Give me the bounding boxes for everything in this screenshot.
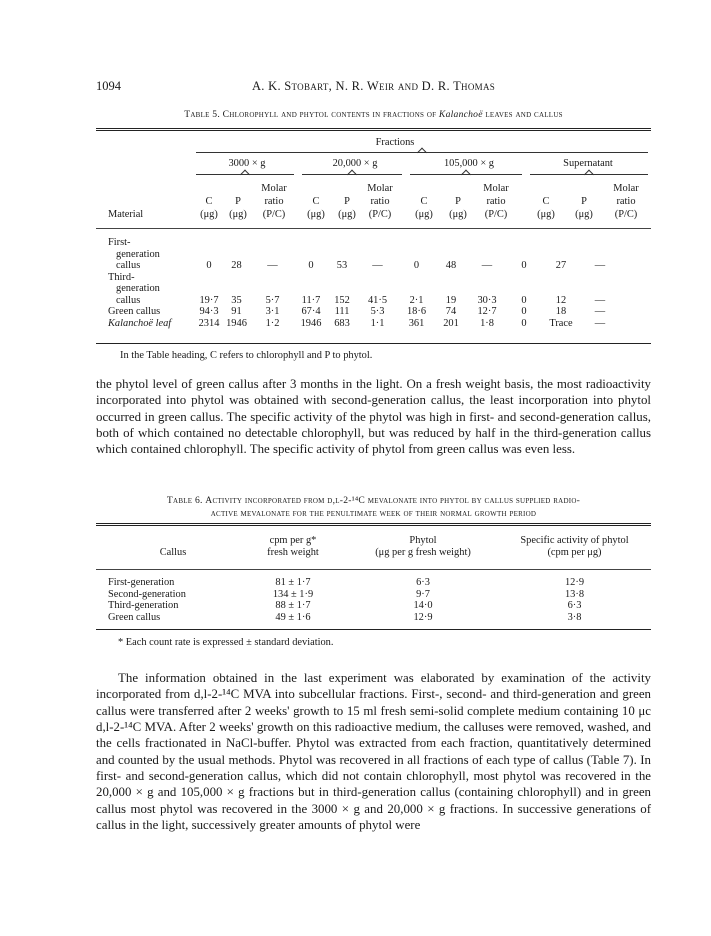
table5-p-1: P	[235, 196, 241, 207]
table5-value-cell	[222, 249, 251, 261]
table5-c-3: C	[420, 196, 428, 207]
table5-value-cell: 41·5	[367, 294, 388, 306]
table6-head-phytol-2: (μg per g fresh weight)	[375, 547, 471, 559]
table5-value-cell	[542, 249, 580, 261]
table5-value-cell	[356, 272, 399, 284]
table5-value-cell: 19	[445, 294, 457, 306]
table5-brace-3000g	[196, 174, 294, 175]
table5-value-cell: 1946	[226, 317, 247, 329]
table5-value-cell	[294, 272, 328, 284]
table5-material-cell: generation	[116, 248, 160, 260]
table5-value-cell	[399, 283, 434, 295]
table5-value-cell: 94·3	[199, 306, 219, 317]
table5-header	[0, 0, 711, 240]
table5-value-cell	[434, 272, 468, 284]
table5-c-2: C	[312, 196, 320, 207]
table5-molar-1: Molar	[261, 183, 287, 194]
table5-value-cell	[222, 272, 251, 284]
table5-p-4: P	[581, 196, 587, 207]
table5-value-cell	[356, 237, 399, 249]
table5-value-cell	[580, 237, 620, 249]
table6-cell: 13·8	[564, 588, 585, 600]
table5-value-cell: 201	[443, 317, 459, 329]
table5-value-cell: 0	[521, 317, 527, 329]
table5-row	[108, 306, 620, 318]
table5-p-3: P	[455, 196, 461, 207]
table6-cell: 6·3	[567, 600, 582, 611]
table5-ug-5: (μg)	[415, 209, 433, 220]
table5-value-cell: 1·8	[480, 317, 494, 329]
table5-value-cell	[356, 249, 399, 261]
table5-value-cell	[468, 272, 506, 284]
table5-value-cell: 3·1	[265, 306, 280, 317]
table5-ratio-2: ratio	[370, 196, 390, 207]
table6-head-specact-1: Specific activity of phytol	[520, 535, 629, 547]
table5-value-cell: 27	[555, 260, 567, 271]
table5-value-cell: 30·3	[477, 294, 497, 306]
table5-material-cell: First-	[108, 237, 131, 248]
table5-molar-2: Molar	[367, 183, 393, 194]
table5-pc-1: (P/C)	[262, 209, 286, 220]
table5-body	[108, 237, 620, 329]
table5-value-cell: 11·7	[301, 294, 321, 306]
table5-value-cell: 91	[231, 306, 242, 317]
table5-ug-8: (μg)	[575, 209, 593, 220]
page-number: 1094	[96, 79, 121, 93]
table5-caption-text: Chlorophyll and phytol contents in fractions of	[222, 109, 439, 120]
table6-row	[108, 612, 651, 624]
table5-value-cell	[251, 272, 294, 284]
table5-material-cell: Green callus	[108, 306, 161, 317]
table5-value-cell: 19·7	[199, 294, 219, 306]
table5-value-cell	[542, 237, 580, 249]
table5-brace-supernatant	[530, 174, 648, 175]
table6-header-rule	[96, 569, 651, 570]
table5-value-cell: 48	[445, 260, 457, 271]
table5-material-label: Material	[108, 209, 144, 220]
table5-value-cell	[294, 249, 328, 261]
table5-value-cell	[222, 237, 251, 249]
paragraph-2-text: The information obtained in the last experiment was elaborated by examination of the activity incorporated from d,l-2-¹⁴C MVA into subcellular fractions. First-, second- and third-generation and green callus were transferred after 2 weeks' growth to 15 ml fresh semi-solid complete medium containing 10 μc d,l-2-¹⁴C MVA. After 2 weeks' growth on this radioactive medium, the calluses were removed, washed, and the cells fractionated in NaCl-buffer. Phytol was extracted from each fraction, quantitatively determined and counted by the usual methods. Phytol was recovered in all fractions of each type of callus (Table 7). In first- and second-generation callus, which did not contain chlorophyll, most phytol was recovered in the 20,000 × g and 105,000 × g fractions but in third-generation callus (containing chlorophyll) and in green callus most phytol was recovered in the 3000 × g and 20,000 × g fractions. In successive generations of callus in the light, successively greater amounts of phytol were	[96, 671, 651, 833]
table5-value-cell	[399, 249, 434, 261]
table6-cell: Second-generation	[108, 588, 186, 600]
table5-ug-4: (μg)	[338, 209, 356, 220]
table5-group-105000g: 105,000 × g	[443, 158, 495, 169]
table5-value-cell: —	[594, 294, 606, 306]
table6-row	[108, 589, 651, 601]
table5-caption-italic: Kalanchoë	[438, 109, 483, 120]
body-paragraph-1	[96, 376, 651, 458]
table5-value-cell	[251, 237, 294, 249]
table6-caption-line1: Activity incorporated from d,l-2-¹⁴C mevalonate into phytol by callus supplied radio-	[205, 495, 581, 506]
table6	[108, 535, 651, 559]
table6-caption	[96, 494, 651, 520]
table5-pc-3: (P/C)	[484, 209, 508, 220]
table5-value-cell: 1946	[300, 317, 322, 329]
table6-cell: Third-generation	[108, 600, 179, 611]
table5-label: Table 5.	[184, 109, 220, 120]
table5-value-cell	[328, 272, 356, 284]
table6-caption-line2: active mevalonate for the penultimate week of their normal growth period	[210, 508, 537, 519]
table6-head-cpm-2: fresh weight	[267, 547, 319, 559]
table5-c-1: C	[205, 196, 213, 207]
table5-material-cell: Third-	[108, 271, 135, 283]
table5-value-cell: 5·3	[370, 306, 385, 317]
table5-ug-6: (μg)	[449, 209, 467, 220]
table6-head-callus-2: Callus	[159, 547, 187, 559]
table5-value-cell: 67·4	[301, 306, 321, 317]
table5-value-cell: 53	[336, 260, 348, 271]
table6-cell: 3·8	[567, 611, 582, 623]
table5-fractions-brace	[196, 152, 648, 153]
table5-value-cell	[399, 237, 434, 249]
table6-cell: 81 ± 1·7	[275, 577, 311, 588]
table5-group-supernatant: Supernatant	[563, 158, 613, 169]
table5-value-cell: —	[594, 317, 606, 329]
table6-cell: 14·0	[413, 600, 433, 611]
table5-value-cell: 361	[408, 317, 425, 329]
table5-value-cell	[434, 237, 468, 249]
table6-row	[108, 600, 651, 612]
table5-group-20000g: 20,000 × g	[332, 158, 378, 169]
table6-label: Table 6.	[166, 495, 203, 506]
table5-value-cell: 0	[206, 260, 212, 271]
table6-head-cpm-1: cpm per g*	[269, 535, 317, 547]
table5-material-cell: Kalanchoë leaf	[108, 317, 172, 329]
table5-value-cell: 5·7	[265, 294, 280, 306]
table5-bottom-rule	[96, 343, 651, 344]
table5-value-cell: —	[267, 260, 278, 271]
table5-fractions-label: Fractions	[375, 137, 415, 148]
table5-material-cell: callus	[116, 294, 141, 306]
table6-top-rule	[96, 523, 651, 526]
running-head-authors: A. K. Stobart, N. R. Weir and D. R. Thomas	[251, 79, 496, 93]
table5-row	[108, 318, 620, 330]
table5-value-cell: 12·7	[477, 306, 497, 317]
table5-value-cell: 1·1	[370, 317, 385, 329]
table5-value-cell	[506, 237, 542, 249]
table5-value-cell	[328, 249, 356, 261]
table5-brace-105000g	[410, 174, 522, 175]
table5-value-cell: 2314	[198, 317, 220, 329]
table5-value-cell: —	[594, 260, 606, 271]
table5-value-cell	[468, 249, 506, 261]
table5-value-cell	[434, 283, 468, 295]
table5-pc-2: (P/C)	[368, 209, 392, 220]
table6-cell: 12·9	[413, 611, 433, 623]
table6-cell: 134 ± 1·9	[272, 588, 314, 600]
table5-value-cell	[196, 272, 222, 284]
table5-value-cell	[251, 249, 294, 261]
table6-cell: Green callus	[108, 611, 161, 623]
table5-value-cell: 2·1	[409, 294, 424, 306]
table5-value-cell	[542, 283, 580, 295]
table5-material-cell: callus	[116, 260, 141, 271]
table5-value-cell	[399, 272, 434, 284]
table5-value-cell: Trace	[549, 317, 573, 329]
table5-value-cell: 0	[413, 260, 420, 271]
table5-p-2: P	[344, 196, 350, 207]
table5-value-cell: 18·6	[406, 306, 427, 317]
table5-value-cell	[542, 272, 580, 284]
table5-pc-4: (P/C)	[614, 209, 638, 220]
table5-value-cell	[468, 237, 506, 249]
table5-value-cell	[580, 283, 620, 295]
table6-head-specact-2: (cpm per μg)	[547, 547, 602, 559]
table5-ug-7: (μg)	[537, 209, 555, 220]
table5-value-cell	[506, 272, 542, 284]
table6-cell: First-generation	[108, 577, 175, 588]
table5-value-cell: —	[594, 306, 606, 317]
table5-ratio-1: ratio	[264, 196, 284, 207]
table5-row	[108, 237, 620, 249]
table5-value-cell	[222, 283, 251, 295]
table6-head-phytol-1: Phytol	[409, 535, 437, 547]
table5-value-cell	[580, 272, 620, 284]
table5-value-cell	[196, 237, 222, 249]
table5-ug-2: (μg)	[229, 209, 247, 220]
table6-cell: 49 ± 1·6	[275, 611, 311, 623]
table5-ratio-4: ratio	[616, 196, 636, 207]
table5-value-cell	[294, 283, 328, 295]
table5-value-cell	[580, 249, 620, 261]
table5-value-cell	[468, 283, 506, 295]
table5-value-cell: 74	[445, 306, 457, 317]
table6-footnote: * Each count rate is expressed ± standard deviation.	[118, 637, 334, 648]
table5-molar-3: Molar	[483, 183, 509, 194]
table5-row	[108, 283, 620, 295]
table5-value-cell: 12	[555, 294, 567, 306]
table5-value-cell: 0	[521, 294, 527, 306]
table5-value-cell: 1·2	[265, 317, 280, 329]
table5-header-rule	[96, 228, 651, 229]
table5-c-4: C	[542, 196, 550, 207]
table5-brace-20000g	[302, 174, 402, 175]
table5-ug-3: (μg)	[307, 209, 325, 220]
table5-value-cell: 111	[334, 306, 350, 317]
table5-value-cell	[196, 283, 222, 295]
table5-value-cell	[328, 237, 356, 249]
table5-value-cell	[294, 237, 328, 249]
table5-ratio-3: ratio	[486, 196, 506, 207]
table5-row	[108, 249, 620, 261]
table6-cell: 88 ± 1·7	[275, 600, 311, 611]
table5-value-cell	[251, 283, 294, 295]
table5-row	[108, 272, 620, 284]
table5-ug-1: (μg)	[200, 209, 218, 220]
table6-cell: 12·9	[564, 577, 585, 588]
table5-value-cell: 683	[334, 317, 350, 329]
table5-footnote: In the Table heading, C refers to chlorophyll and P to phytol.	[120, 350, 373, 361]
table5-molar-4: Molar	[613, 183, 639, 194]
table5-value-cell	[328, 283, 356, 295]
table5-row	[108, 260, 620, 272]
table5-value-cell: —	[372, 260, 383, 271]
table6-row	[108, 577, 651, 589]
table5-value-cell: 35	[231, 294, 242, 306]
table6-cell: 9·7	[416, 588, 430, 600]
table5-value-cell	[506, 249, 542, 261]
table6-cell: 6·3	[416, 577, 430, 588]
paragraph-1-text: the phytol level of green callus after 3 months in the light. On a fresh weight basis, the most radioactivity incorporated into phytol was obtained with second-generation callus, the least incorporation into phytol occurred in green callus. The specific activity of the phytol was high in first- and second-generation callus, both of which contained no detectable chlorophyll, but was reduced by half in the third-generation callus which contained chlorophyll. The specific activity of phytol from green callus was even less.	[96, 377, 651, 457]
table5-value-cell	[506, 283, 542, 295]
table5-value-cell: 0	[521, 260, 527, 271]
table5-caption-tail: leaves and callus	[482, 109, 563, 120]
table5-value-cell	[356, 283, 399, 295]
table5-value-cell: —	[481, 260, 493, 271]
body-paragraph-2	[96, 670, 651, 833]
table5-value-cell: 0	[308, 260, 314, 271]
table5-value-cell	[434, 249, 468, 261]
table6-bottom-rule	[96, 629, 651, 630]
table5-material-cell: generation	[116, 283, 160, 294]
table6-body	[108, 577, 651, 623]
table5-value-cell: 28	[231, 260, 242, 271]
table5-row	[108, 295, 620, 307]
table5-value-cell: 18	[555, 306, 567, 317]
table6-head-callus-1	[108, 535, 238, 547]
table5-value-cell: 152	[334, 294, 350, 306]
table5-value-cell: 0	[521, 306, 527, 317]
table5-group-3000g: 3000 × g	[228, 158, 266, 169]
table5-value-cell	[196, 249, 222, 261]
